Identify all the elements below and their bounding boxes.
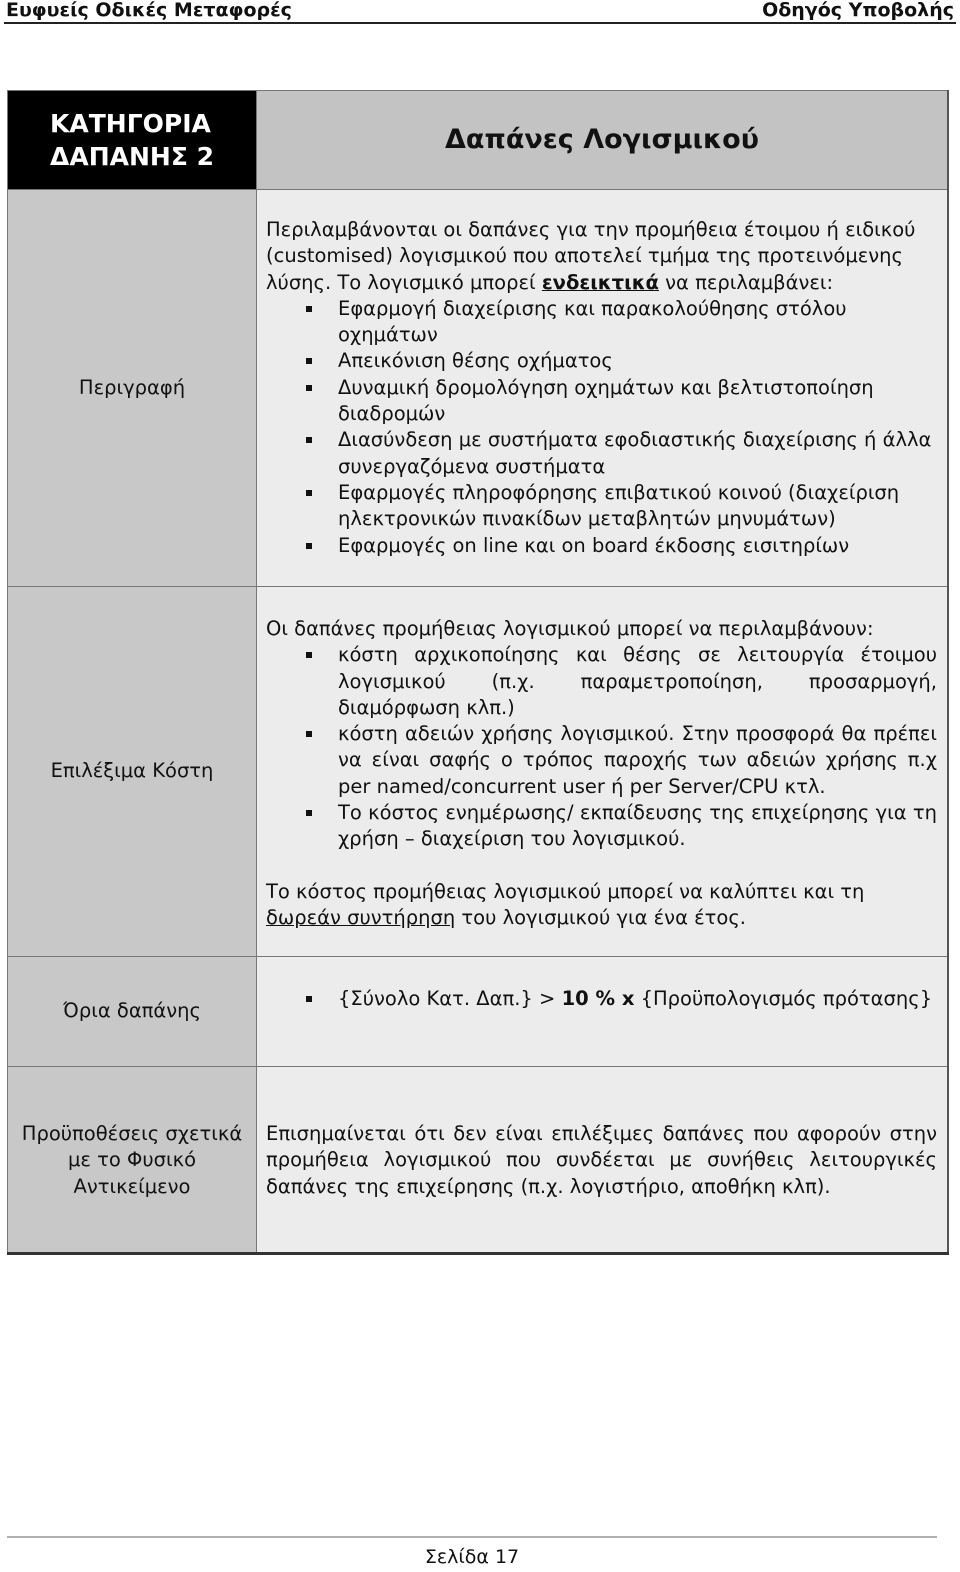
category-line-2: ΔΑΠΑΝΗΣ 2 bbox=[50, 142, 214, 171]
limits-formula: {Σύνολο Κατ. Δαπ.} > 10 % x {Προϋπολογισμός πρότασης} bbox=[266, 986, 937, 1012]
list-item: Το κόστος ενημέρωσης/ εκπαίδευσης της επιχείρησης για τη χρήση – διαχείριση του λογισμικού. bbox=[266, 800, 937, 853]
list-item: κόστη αδειών χρήσης λογισμικού. Στην προσφορά θα πρέπει να είναι σαφής ο τρόπος παροχής των αδειών χρήσης π.χ per named/concurrent user ή per Server/CPU κτλ. bbox=[266, 721, 937, 800]
description-label: Περιγραφή bbox=[8, 190, 257, 587]
eligible-closing: Το κόστος προμήθειας λογισμικού μπορεί να καλύπτει και τη δωρεάν συντήρηση του λογισμικού για ένα έτος. bbox=[266, 879, 865, 929]
list-item: Απεικόνιση θέσης οχήματος bbox=[266, 348, 937, 374]
conditions-text: Επισημαίνεται ότι δεν είναι επιλέξιμες δαπάνες που αφορούν στην προμήθεια λογισμικού που συνδέεται με συνήθεις λειτουργικές δαπάνες της επιχείρησης (π.χ. λογιστήριο, αποθήκη κλπ). bbox=[257, 1067, 949, 1254]
list-item: Εφαρμογές on line και on board έκδοσης εισιτηρίων bbox=[266, 533, 937, 559]
list-item: Εφαρμογή διαχείρισης και παρακολούθησης στόλου οχημάτων bbox=[266, 296, 937, 349]
description-row bbox=[8, 190, 949, 587]
table-title: Δαπάνες Λογισμικού bbox=[257, 91, 949, 190]
list-item: Δυναμική δρομολόγηση οχημάτων και βελτιστοποίηση διαδρομών bbox=[266, 375, 937, 428]
page-number: Σελίδα 17 bbox=[424, 1546, 520, 1568]
eligible-bullet-list bbox=[266, 642, 937, 852]
limits-bullet-list bbox=[266, 986, 937, 1012]
limits-body bbox=[257, 957, 949, 1067]
expense-category-table bbox=[7, 90, 949, 1255]
header-left-title: Ευφυείς Οδικές Μεταφορές bbox=[6, 0, 292, 21]
limits-label: Όρια δαπάνης bbox=[8, 957, 257, 1067]
conditions-row bbox=[8, 1067, 949, 1254]
eligible-intro: Οι δαπάνες προμήθειας λογισμικού μπορεί να περιλαμβάνουν: bbox=[266, 617, 874, 640]
emphasis-text: ενδεικτικά bbox=[541, 270, 659, 294]
list-item: κόστη αρχικοποίησης και θέσης σε λειτουργία έτοιμου λογισμικού (π.χ. παραμετροποίηση, προσαρμογή, διαμόρφωση κλπ.) bbox=[266, 642, 937, 721]
limits-row bbox=[8, 957, 949, 1067]
description-body bbox=[257, 190, 949, 587]
limits-percentage: 10 % x bbox=[561, 987, 635, 1010]
conditions-label: Προϋποθέσεις σχετικά με το Φυσικό Αντικείμενο bbox=[8, 1067, 257, 1254]
page-header bbox=[4, 0, 956, 24]
description-intro: Περιλαμβάνονται οι δαπάνες για την προμήθεια έτοιμου ή ειδικού (customised) λογισμικού που αποτελεί τμήμα της προτεινόμενης λύσης. Το λογισμικό μπορεί ενδεικτικά να περιλαμβάνει: bbox=[266, 218, 916, 294]
footer-divider bbox=[7, 1536, 937, 1538]
category-cell bbox=[8, 91, 257, 190]
eligible-costs-body bbox=[257, 587, 949, 957]
category-line-1: ΚΑΤΗΓΟΡΙΑ bbox=[50, 109, 211, 138]
free-maintenance-text: δωρεάν συντήρηση bbox=[266, 905, 456, 929]
table-header-row bbox=[8, 91, 949, 190]
eligible-costs-row bbox=[8, 587, 949, 957]
list-item: Διασύνδεση με συστήματα εφοδιαστικής διαχείρισης ή άλλα συνεργαζόμενα συστήματα bbox=[266, 427, 937, 480]
description-bullet-list bbox=[266, 296, 937, 559]
eligible-costs-label: Επιλέξιμα Κόστη bbox=[8, 587, 257, 957]
list-item: Εφαρμογές πληροφόρησης επιβατικού κοινού (διαχείριση ηλεκτρονικών πινακίδων μεταβλητών μηνυμάτων) bbox=[266, 480, 937, 533]
header-right-title: Οδηγός Υποβολής bbox=[762, 0, 954, 21]
